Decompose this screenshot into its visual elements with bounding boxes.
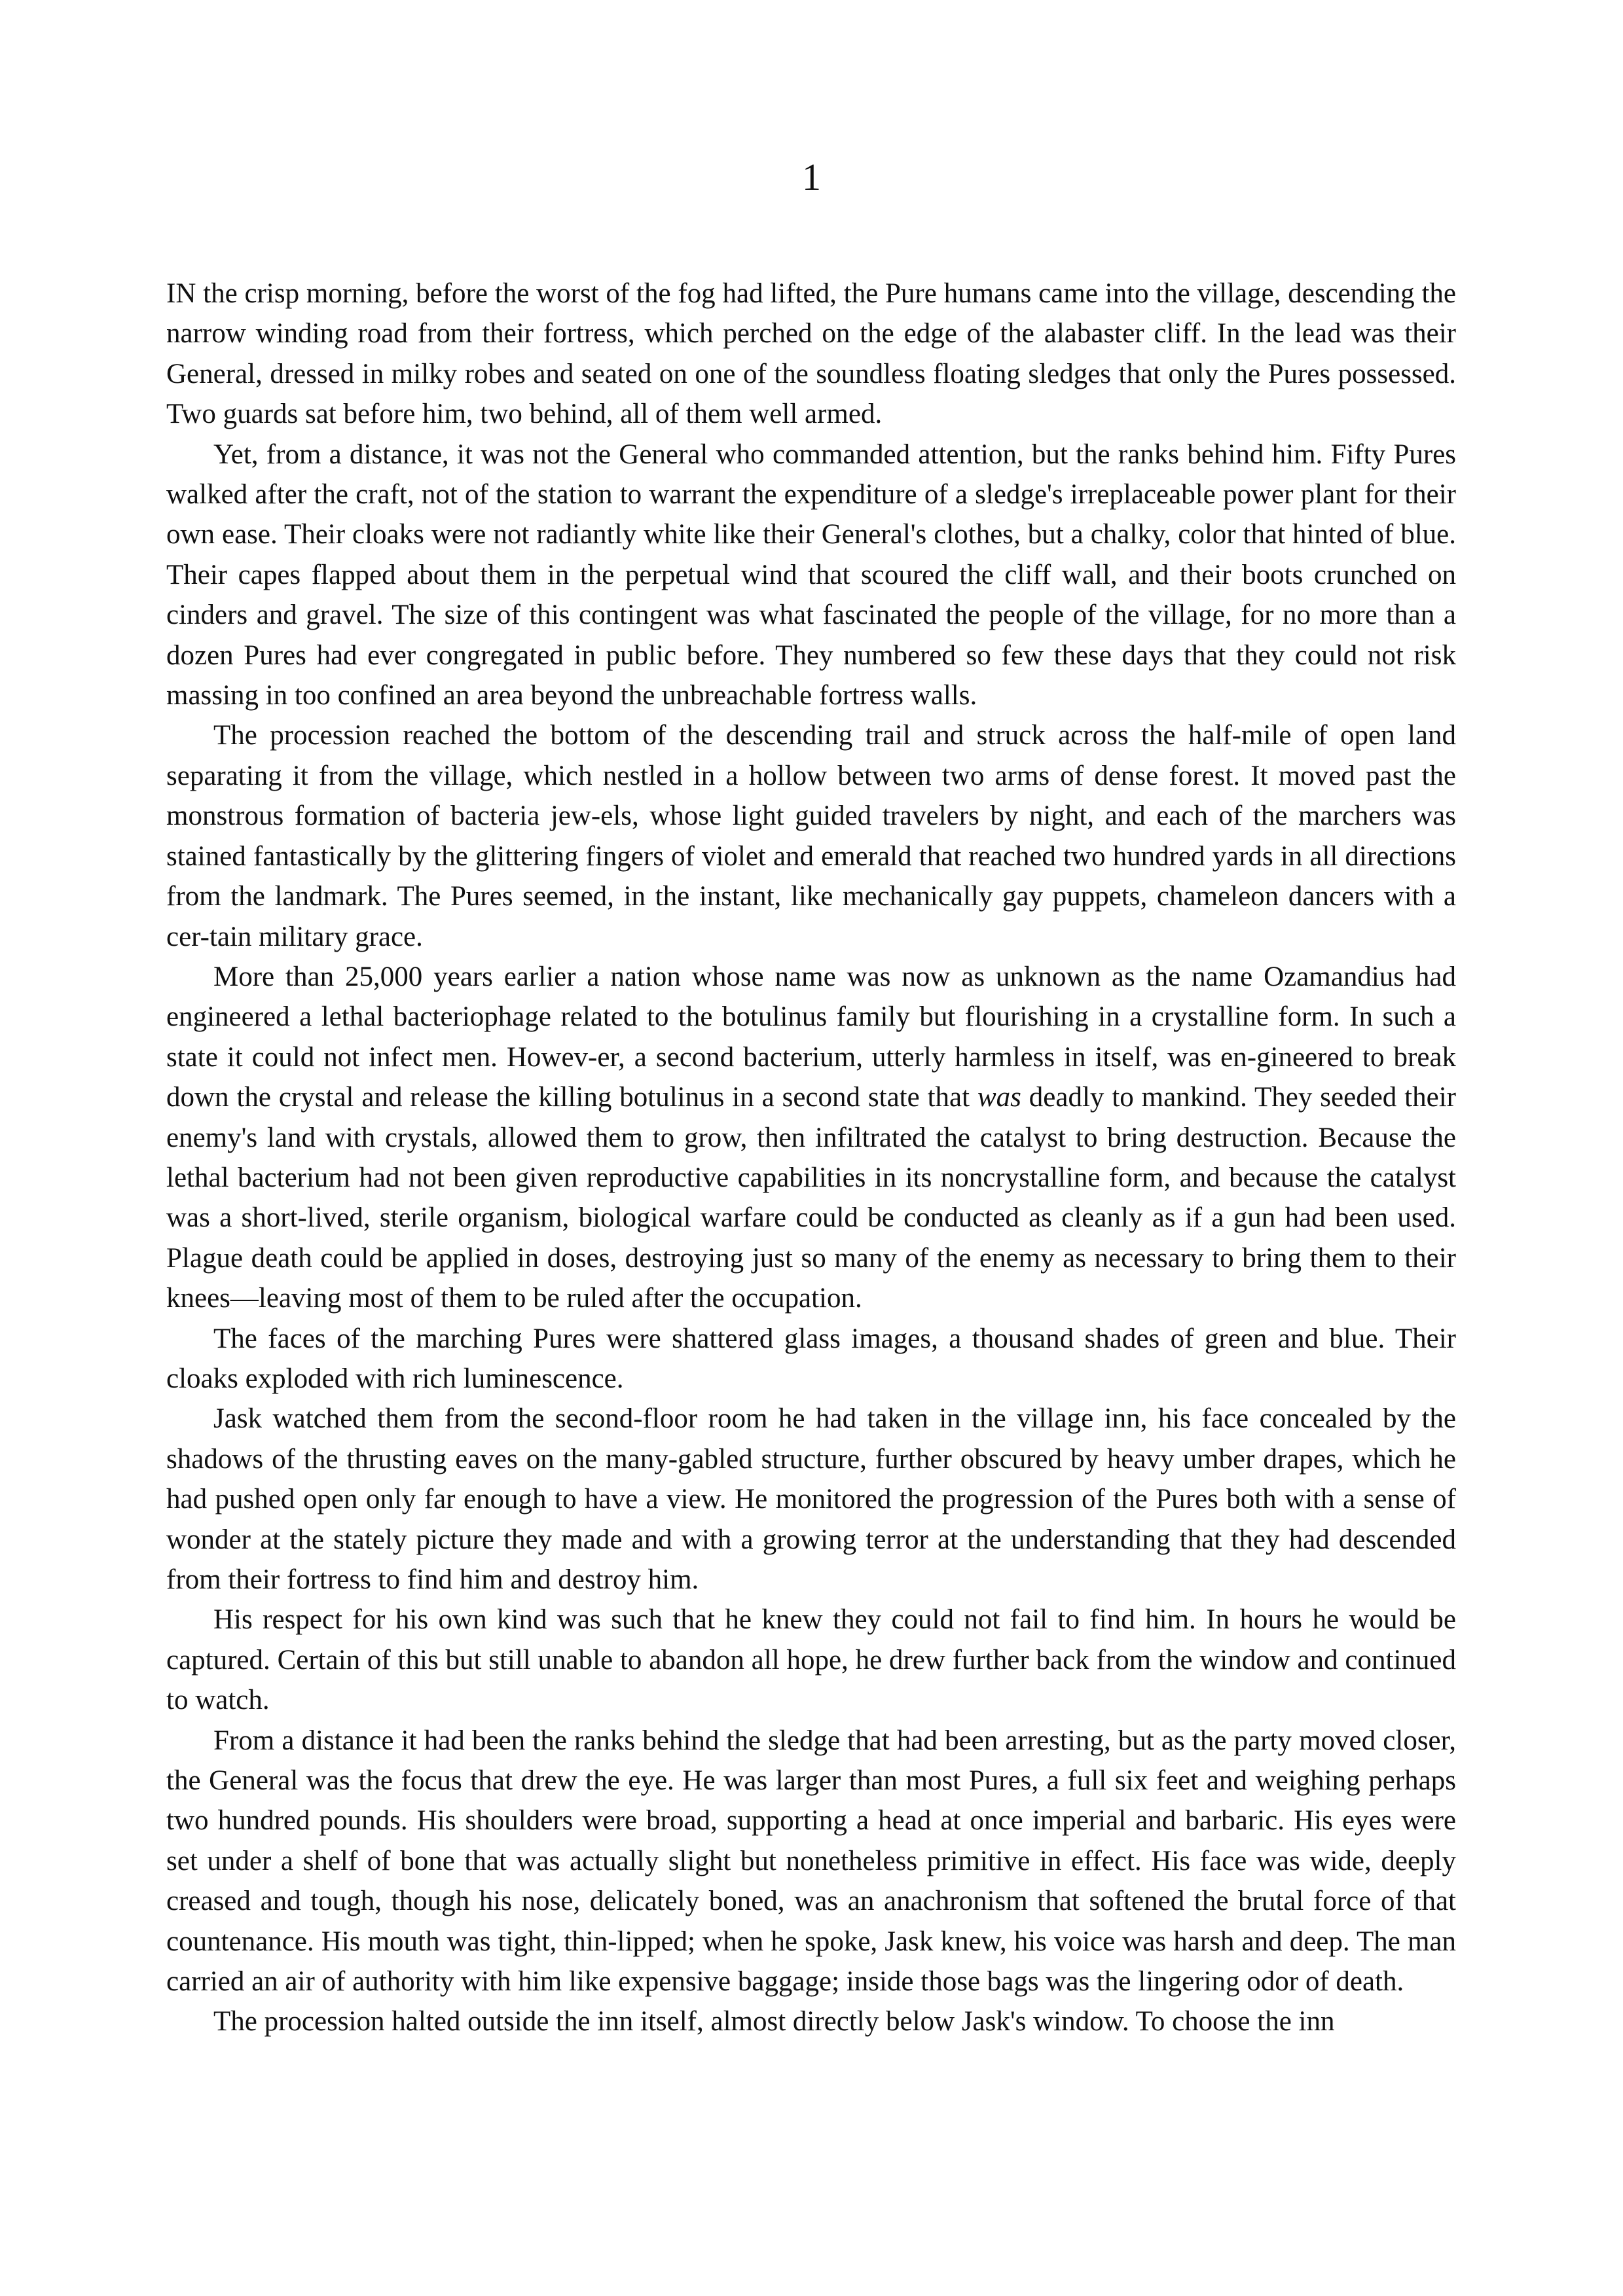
paragraph: The procession reached the bottom of the descending trail and struck across the half-mile of open land separating it from the village, which nestled in a hollow between two arms of dense forest. It moved past the monstrous formation of bacteria jew-els, whose light guided travelers by night, and each of the marchers was stained fantastically by the glittering fingers of violet and emerald that reached two hundred yards in all directions from the landmark. The Pures seemed, in the instant, like mechanically gay puppets, chameleon dancers with a cer-tain military grace. [166,720,1456,952]
emphasized-word: was [977,1082,1021,1113]
paragraph [166,957,1456,1319]
paragraph: IN the crisp morning, before the worst of the fog had lifted, the Pure humans came into the village, descending the narrow winding road from their fortress, which perched on the edge of the alabaster cliff. In the lead was their General, dressed in milky robes and seated on one of the soundless floating sledges that only the Pures possessed. Two guards sat before him, two behind, all of them well armed. [166,278,1456,430]
body-text [166,274,1456,2042]
paragraph: The procession halted outside the inn itself, almost directly below Jask's window. To choose the inn [213,2006,1335,2037]
paragraph: His respect for his own kind was such that he knew they could not fail to find him. In hours he would be captured. Certain of this but still unable to abandon all hope, he drew further back from the window and continued to watch. [166,1604,1456,1716]
paragraph: Jask watched them from the second-floor room he had taken in the village inn, his face concealed by the shadows of the thrusting eaves on the many-gabled structure, further obscured by heavy umber drapes, which he had pushed open only far enough to have a view. He monitored the progression of the Pures both with a sense of wonder at the stately picture they made and with a growing terror at the understanding that they had descended from their fortress to find him and destroy him. [166,1403,1456,1595]
paragraph-text: deadly to mankind. They seeded their enemy's land with crystals, allowed them to grow, then infiltrated the catalyst to bring destruction. Because the lethal bacterium had not been given reproductive capabilities in its noncrystalline form, and because the catalyst was a short-lived, sterile organism, biological warfare could be conducted as cleanly as if a gun had been used. Plague death could be applied in doses, destroying just so many of the enemy as necessary to bring them to their knees—leaving most of them to be ruled after the occupation. [166,1082,1456,1314]
paragraph: From a distance it had been the ranks behind the sledge that had been arresting, but as the party moved closer, the General was the focus that drew the eye. He was larger than most Pures, a full six feet and weighing perhaps two hundred pounds. His shoulders were broad, supporting a head at once imperial and barbaric. His eyes were set under a shelf of bone that was actually slight but nonetheless primitive in effect. His face was wide, deeply creased and tough, though his nose, delicately boned, was an anachronism that softened the brutal force of that countenance. His mouth was tight, thin-lipped; when he spoke, Jask knew, his voice was harsh and deep. The man carried an air of authority with him like expensive baggage; inside those bags was the lingering odor of death. [166,1725,1456,1998]
page-number: 1 [802,156,821,198]
paragraph-text: More than 25,000 years earlier a nation whose name was now as unknown as the name Ozamandius had engineered a lethal bacteriophage related to the botulinus family but flourishing in a crystalline form. In such a state it could not infect men. Howev-er, a second bacterium, utterly harmless in itself, was en-gineered to break down the crystal and release the killing botulinus in a second state that [166,961,1456,1113]
paragraph: The faces of the marching Pures were shattered glass images, a thousand shades of green and blue. Their cloaks exploded with rich luminescence. [166,1323,1456,1394]
paragraph: Yet, from a distance, it was not the General who commanded attention, but the ranks behind him. Fifty Pures walked after the craft, not of the station to warrant the expenditure of a sledge's irreplaceable power plant for their own ease. Their cloaks were not radiantly white like their General's clothes, but a chalky, color that hinted of blue. Their capes flapped about them in the perpetual wind that scoured the cliff wall, and their boots crunched on cinders and gravel. The size of this contingent was what fascinated the people of the village, for no more than a dozen Pures had ever congregated in public before. They numbered so few these days that they could not risk massing in too confined an area beyond the unbreachable fortress walls. [166,439,1456,711]
